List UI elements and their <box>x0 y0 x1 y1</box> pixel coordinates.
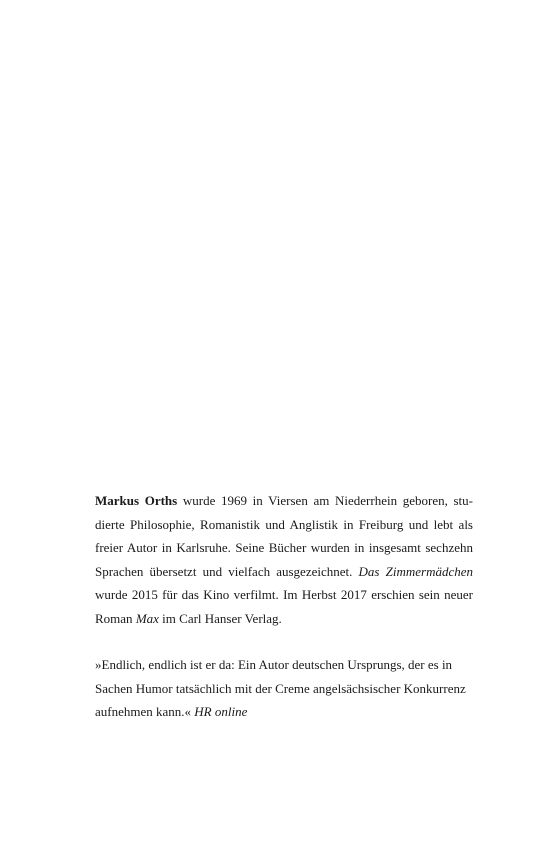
book-title-max: Max <box>135 610 159 626</box>
quote-source: HR online <box>194 704 248 719</box>
quote-text: »Endlich, endlich ist er da: Ein Autor deutschen Ursprungs, der es in Sachen Humor tatsächlich mit der Creme angelsächsischer Konkurrenz aufnehmen kann.« <box>95 657 466 719</box>
bio-text-2: wurde 2015 für das Kino verfilmt. Im Herbst 2017 erschien sein neuer Roman <box>95 587 473 626</box>
author-bio <box>95 489 473 630</box>
book-title-zimmermaedchen: Das Zimmermädchen <box>358 563 473 579</box>
author-name: Markus Orths <box>95 493 178 508</box>
press-quote <box>95 653 473 724</box>
author-bio-block <box>95 489 473 724</box>
bio-text-1: wurde 1969 in Viersen am Niederrhein geboren, studierte Philosophie, Romanistik und Anglistik in Freiburg und lebt als freier Autor in Karlsruhe. Seine Bücher wurden in insgesamt sechzehn Sprachen übersetzt und vielfach ausgezeichnet. <box>95 493 474 579</box>
bio-text-3: im Carl Hanser Verlag. <box>158 610 282 626</box>
